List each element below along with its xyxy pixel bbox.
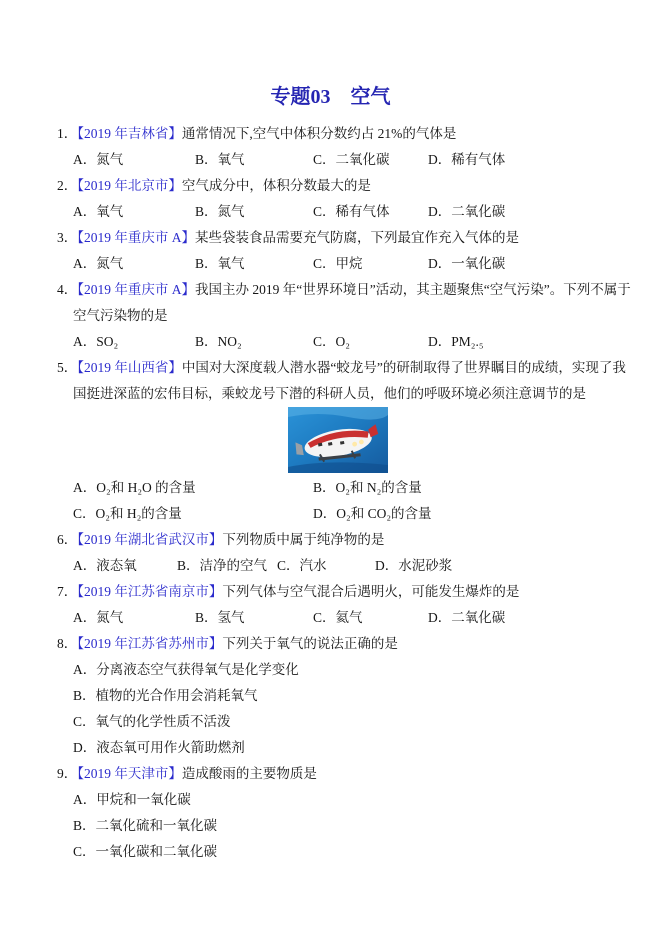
question-9 xyxy=(0,761,661,865)
question-number: 8． xyxy=(57,636,78,651)
question-3 xyxy=(0,225,661,277)
stem-text: 空气成分中，体积分数最大的是 xyxy=(181,178,371,193)
question-5 xyxy=(0,355,661,527)
page-title: 专题03 空气 xyxy=(270,86,391,108)
options-row xyxy=(0,501,661,527)
option-b: B．氧气 xyxy=(195,256,245,271)
source-tag: 【2019 年重庆市 A】 xyxy=(77,282,195,297)
question-number: 1． xyxy=(57,126,78,141)
options-row xyxy=(0,147,661,173)
question-4 xyxy=(0,277,661,355)
question-number: 6． xyxy=(57,532,78,547)
question-number: 7． xyxy=(57,584,78,599)
question-2 xyxy=(0,173,661,225)
question-stem xyxy=(0,277,661,329)
option-b: B．氮气 xyxy=(195,204,245,219)
option-a: A．氮气 xyxy=(73,152,124,167)
option-b: B．NO₂ xyxy=(195,334,242,349)
option-a: A．氮气 xyxy=(73,256,124,271)
options-row xyxy=(0,251,661,277)
option-b: B．植物的光合作用会消耗氧气 xyxy=(73,688,258,703)
option-a: A．O₂和 H₂O 的含量 xyxy=(73,480,196,495)
option-d: D．O₂和 CO₂的含量 xyxy=(313,506,432,521)
option-d: D．水泥砂浆 xyxy=(375,558,453,573)
question-number: 5． xyxy=(57,360,78,375)
stem-text: 下列物质中属于纯净物的是 xyxy=(222,532,385,547)
question-stem xyxy=(0,173,661,199)
option-c: C．二氧化碳 xyxy=(313,152,390,167)
option-a: A．氧气 xyxy=(73,204,124,219)
option-b: B．洁净的空气 xyxy=(177,558,268,573)
option-c: C．稀有气体 xyxy=(313,204,390,219)
question-number: 9． xyxy=(57,766,78,781)
option-d: D．二氧化碳 xyxy=(428,610,506,625)
options-row xyxy=(0,199,661,225)
option-d: D．二氧化碳 xyxy=(428,204,506,219)
option-d: D．一氧化碳 xyxy=(428,256,506,271)
question-stem xyxy=(0,631,661,657)
source-tag: 【2019 年重庆市 A】 xyxy=(77,230,195,245)
option-b: B．氢气 xyxy=(195,610,245,625)
source-tag: 【2019 年江苏省苏州市】 xyxy=(77,636,223,651)
question-stem xyxy=(0,121,661,147)
option-c: C．O₂ xyxy=(313,334,350,349)
source-tag: 【2019 年山西省】 xyxy=(77,360,182,375)
question-stem xyxy=(0,527,661,553)
option-a: A．氮气 xyxy=(73,610,124,625)
jiaolong-submersible-image xyxy=(288,407,388,473)
question-stem xyxy=(0,761,661,787)
options-row xyxy=(0,329,661,355)
stem-text: 下列气体与空气混合后遇明火，可能发生爆炸的是 xyxy=(222,584,520,599)
option-d: D．PM₂.₅ xyxy=(428,334,484,349)
stem-text: 中国对大深度载人潜水器“蛟龙号”的研制取得了世界瞩目的成绩，实现了我国挺进深蓝的宏伟目标，乘蛟龙号下潜的科研人员，他们的呼吸环境必须注意调节的是 xyxy=(73,360,626,401)
stem-text: 下列关于氧气的说法正确的是 xyxy=(222,636,398,651)
option-b: B．O₂和 N₂的含量 xyxy=(313,480,422,495)
option-c: C．氧气的化学性质不活泼 xyxy=(73,714,231,729)
option-c: C．O₂和 H₂的含量 xyxy=(73,506,182,521)
question-stem xyxy=(0,355,661,407)
options-row xyxy=(0,553,661,579)
source-tag: 【2019 年北京市】 xyxy=(77,178,182,193)
question-stem xyxy=(0,579,661,605)
option-a: A．甲烷和一氧化碳 xyxy=(73,792,191,807)
options-row xyxy=(0,475,661,501)
question-number: 3． xyxy=(57,230,78,245)
source-tag: 【2019 年天津市】 xyxy=(77,766,182,781)
option-a: A．分离液态空气获得氧气是化学变化 xyxy=(73,662,299,677)
option-c: C．一氧化碳和二氧化碳 xyxy=(73,844,218,859)
option-b: B．氧气 xyxy=(195,152,245,167)
question-6 xyxy=(0,527,661,579)
option-d: D．稀有气体 xyxy=(428,152,506,167)
option-c: C．氦气 xyxy=(313,610,363,625)
option-b: B．二氧化硫和一氧化碳 xyxy=(73,818,218,833)
option-d: D．液态氧可用作火箭助燃剂 xyxy=(73,740,245,755)
question-figure xyxy=(0,407,661,475)
question-1 xyxy=(0,121,661,173)
option-a: A．液态氧 xyxy=(73,558,137,573)
stem-text: 我国主办 2019 年“世界环境日”活动，其主题聚焦“空气污染”。下列不属于空气污染物的是 xyxy=(73,282,631,323)
stem-text: 通常情况下,空气中体积分数约占 21%的气体是 xyxy=(181,126,457,141)
options-row xyxy=(0,605,661,631)
source-tag: 【2019 年江苏省南京市】 xyxy=(77,584,223,599)
question-number: 4． xyxy=(57,282,78,297)
question-number: 2． xyxy=(57,178,78,193)
option-c: C．汽水 xyxy=(277,558,327,573)
source-tag: 【2019 年吉林省】 xyxy=(77,126,182,141)
question-7 xyxy=(0,579,661,631)
option-a: A．SO₂ xyxy=(73,334,119,349)
question-8 xyxy=(0,631,661,761)
stem-text: 某些袋装食品需要充气防腐，下列最宜作充入气体的是 xyxy=(195,230,519,245)
source-tag: 【2019 年湖北省武汉市】 xyxy=(77,532,223,547)
question-stem xyxy=(0,225,661,251)
stem-text: 造成酸雨的主要物质是 xyxy=(181,766,317,781)
option-c: C．甲烷 xyxy=(313,256,363,271)
